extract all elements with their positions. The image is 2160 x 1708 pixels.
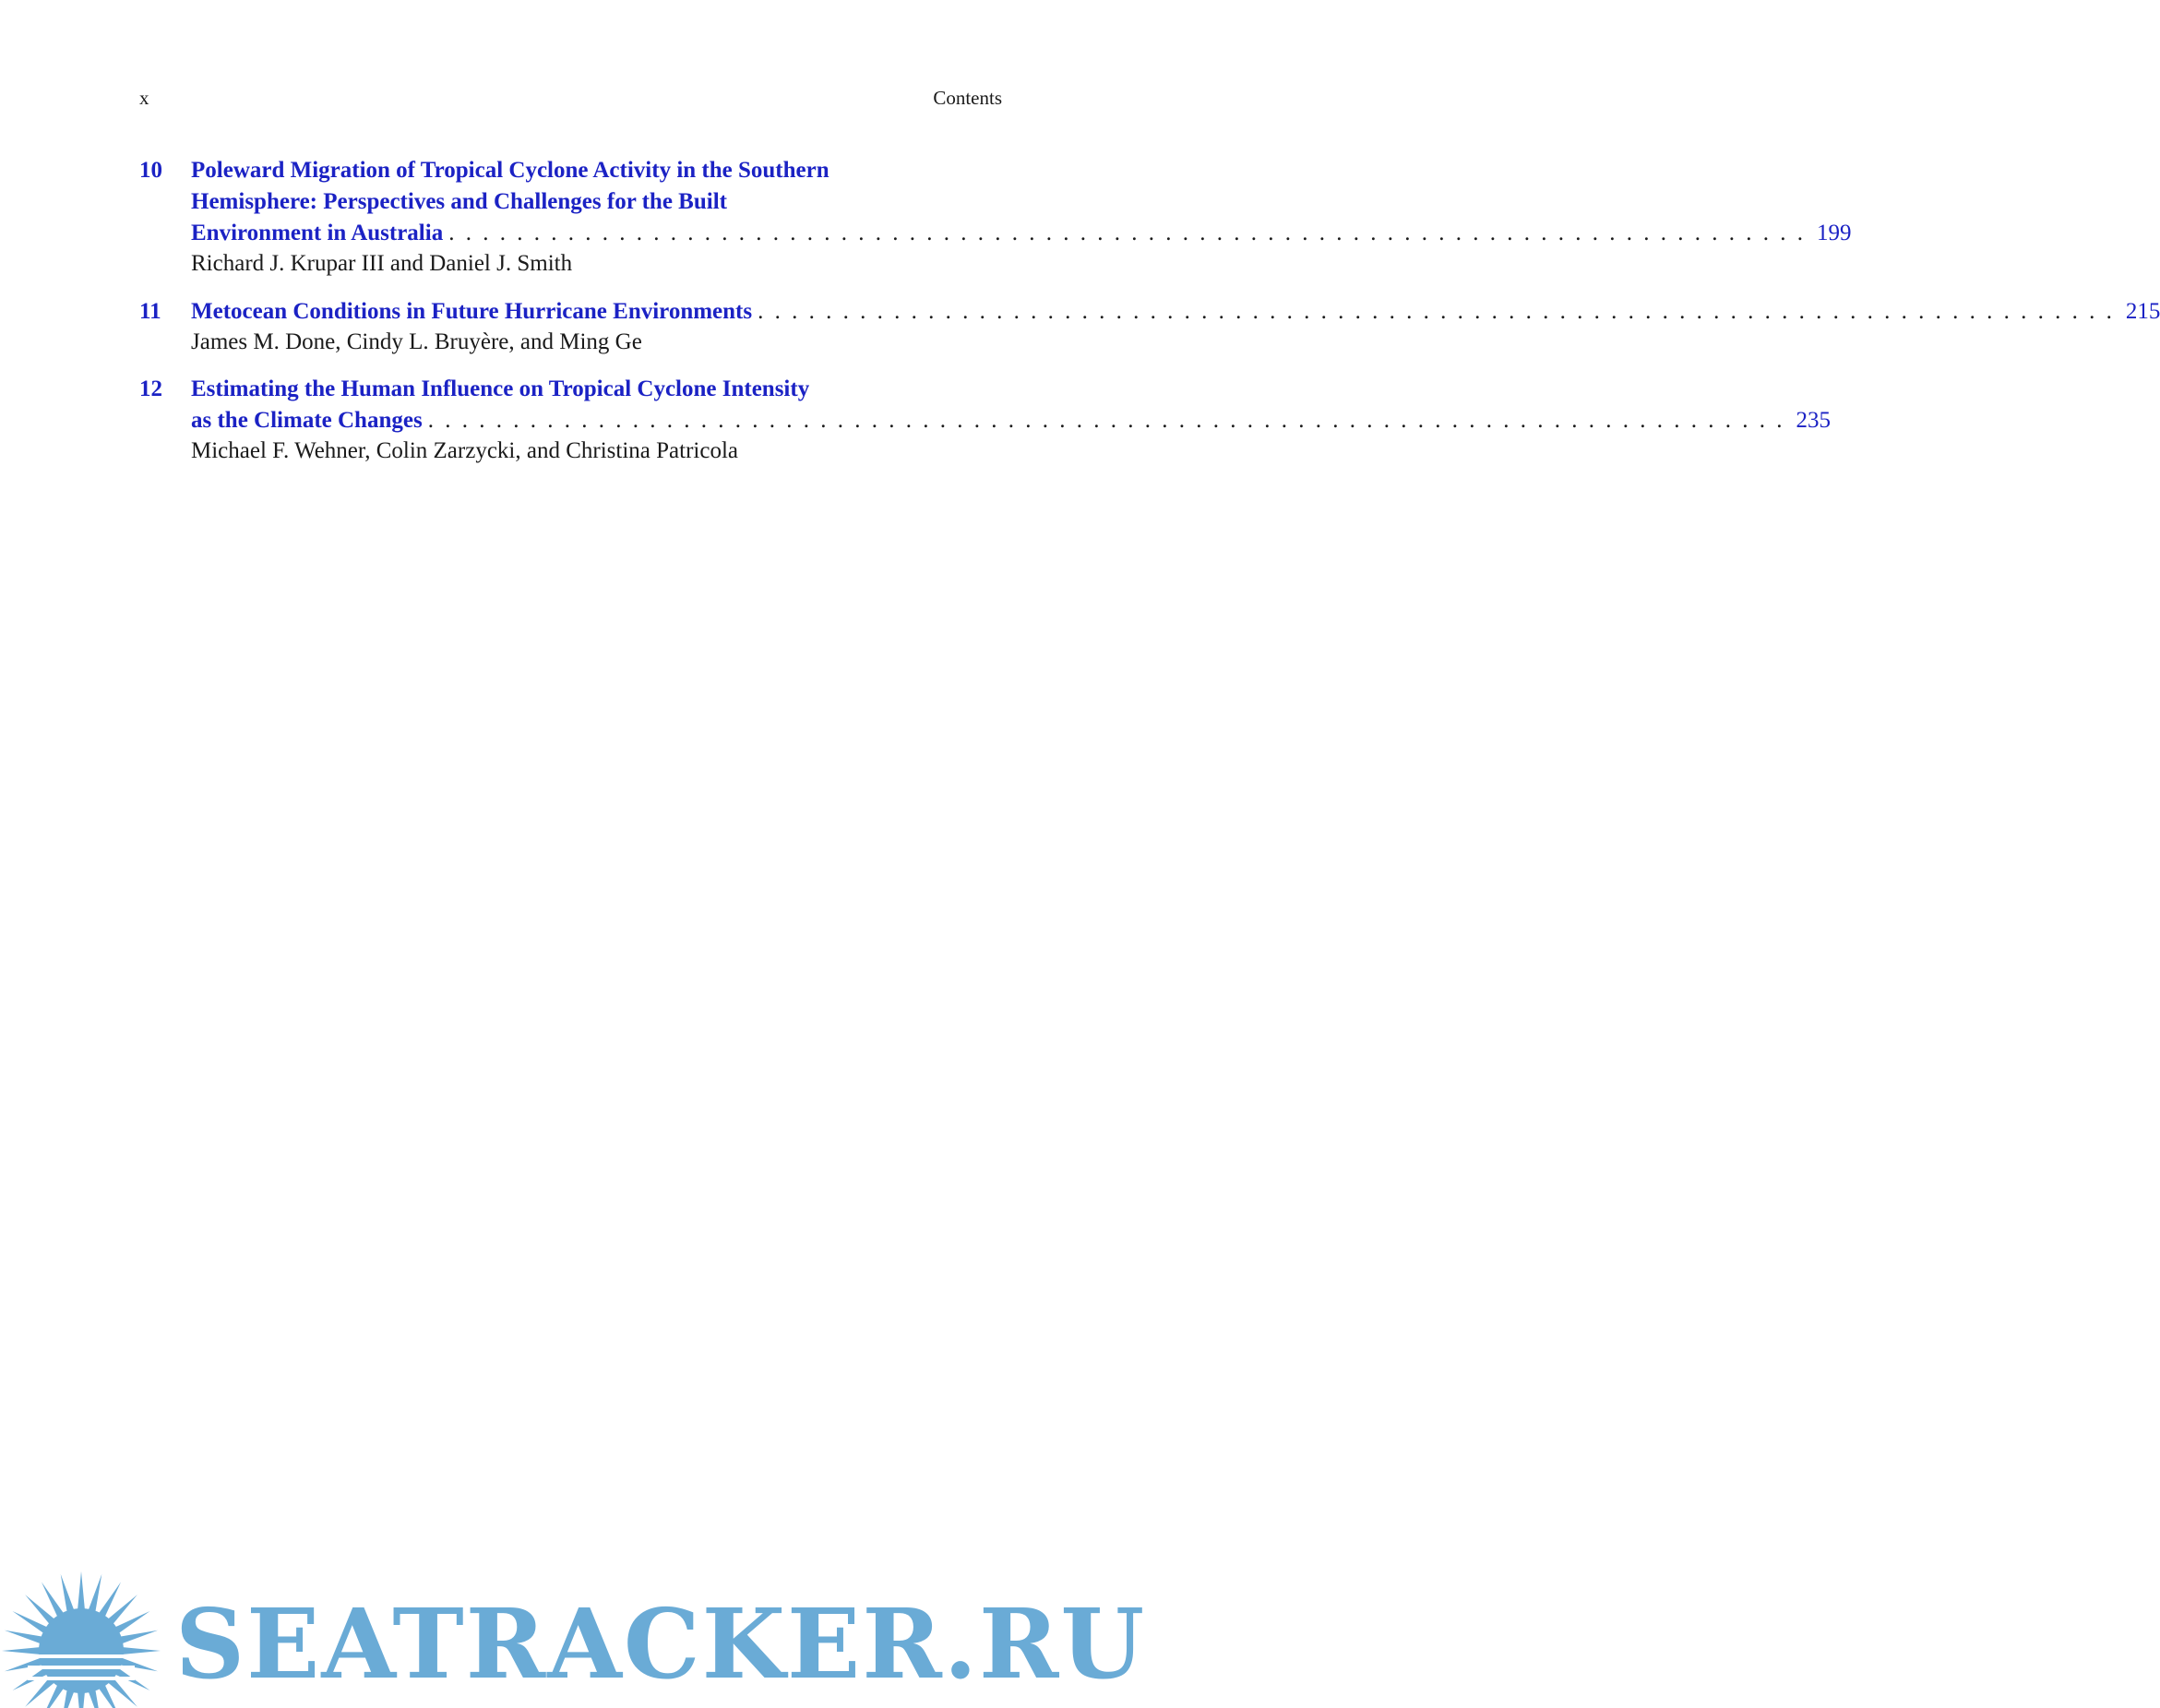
sun-ray [89, 1574, 102, 1613]
running-title: Contents [933, 87, 1002, 109]
sun-ray [61, 1574, 75, 1613]
watermark-text: SEATRACKER.RU [175, 1587, 1147, 1701]
sun-ray [5, 1630, 43, 1644]
chapter-authors: Richard J. Krupar III and Daniel J. Smith [191, 251, 573, 276]
sun-ray [119, 1658, 158, 1672]
sun-ray [122, 1647, 161, 1654]
chapter-title-line[interactable]: Environment in Australia [191, 221, 444, 245]
chapter-authors: James M. Done, Cindy L. Bruyère, and Ming Ge [191, 329, 642, 354]
sun-ray [78, 1691, 85, 1708]
dot-leader: . . . . . . . . . . . . . . . . . . . . . . . . . . . . . . . . . . . . . . . . . . . . . . . . . . . . . . . . . . . . . . . . . . . . . . . . . . . . . . . . [448, 221, 1806, 245]
chapter-number: 11 [139, 299, 161, 324]
chapter-title-line[interactable]: Metocean Conditions in Future Hurricane Environments [191, 299, 753, 324]
running-head [139, 87, 1002, 114]
chapter-authors: Michael F. Wehner, Colin Zarzycki, and Christina Patricola [191, 438, 738, 463]
chapter-title-line[interactable]: as the Climate Changes [191, 408, 423, 433]
chapter-page-number[interactable]: 199 [1816, 221, 1852, 245]
sun-ray [5, 1658, 43, 1672]
chapter-page-number[interactable]: 215 [2125, 299, 2160, 324]
sun-burst-icon [2, 1571, 161, 1708]
chapter-title-line[interactable]: Hemisphere: Perspectives and Challenges for the Built [191, 189, 727, 214]
sun-ray [119, 1630, 158, 1644]
chapter-title-line[interactable]: Estimating the Human Influence on Tropical Cyclone Intensity [191, 376, 810, 401]
page-number: x [139, 87, 149, 109]
chapter-number: 10 [139, 158, 162, 183]
dot-leader: . . . . . . . . . . . . . . . . . . . . . . . . . . . . . . . . . . . . . . . . . . . . . . . . . . . . . . . . . . . . . . . . . . . . . . . . . . . . . . . . [758, 299, 2115, 324]
sun-ray [78, 1571, 85, 1610]
sun-ray [2, 1647, 41, 1654]
chapter-page-number[interactable]: 235 [1796, 408, 1831, 433]
dot-leader: . . . . . . . . . . . . . . . . . . . . . . . . . . . . . . . . . . . . . . . . . . . . . . . . . . . . . . . . . . . . . . . . . . . . . . . . . . . . . . . . [427, 408, 1785, 433]
chapter-title-line[interactable]: Poleward Migration of Tropical Cyclone Activity in the Southern [191, 158, 829, 183]
chapter-number: 12 [139, 376, 162, 401]
